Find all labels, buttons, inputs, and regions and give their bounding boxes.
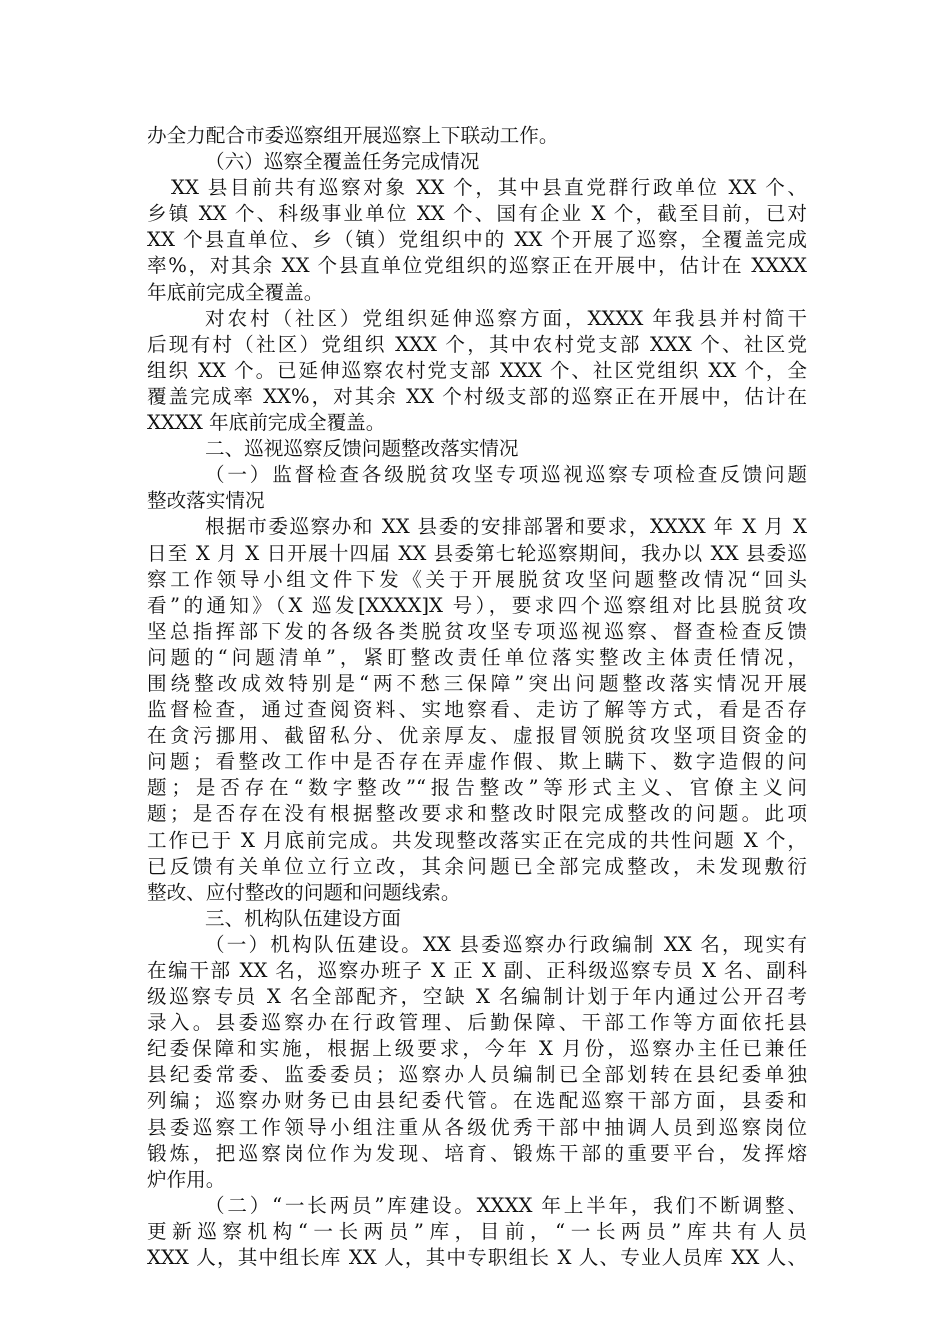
- text-line: 纪委保障和实施，根据上级要求，今年 X 月份，巡察办主任已兼任: [147, 1037, 807, 1061]
- text-line: 县纪委常委、监委委员；巡察办人员编制已全部划转在县纪委单独: [147, 1063, 807, 1087]
- section-heading: （一）监督检查各级脱贫攻坚专项巡视巡察专项检查反馈问题: [205, 463, 807, 487]
- text-line: XX 个县直单位、乡（镇）党组织中的 XX 个开展了巡察，全覆盖完成: [147, 228, 807, 252]
- section-heading: 二、巡视巡察反馈问题整改落实情况: [205, 437, 519, 461]
- text-line: 问题；看整改工作中是否存在弄虚作假、欺上瞒下、数字造假的问: [147, 750, 807, 774]
- text-line: 察工作领导小组文件下发《关于开展脱贫攻坚问题整改情况“回头: [147, 567, 807, 591]
- text-line: 年底前完成全覆盖。: [147, 280, 324, 304]
- text-line: 炉作用。: [147, 1167, 226, 1191]
- text-line: 录入。县委巡察办在行政管理、后勤保障、干部工作等方面依托县: [147, 1011, 807, 1035]
- text-line: 已反馈有关单位立行立改，其余问题已全部完成整改，未发现敷衍: [147, 854, 807, 878]
- text-line: 看”的通知》（X 巡发[XXXX]X 号），要求四个巡察组对比县脱贫攻: [147, 593, 807, 617]
- text-line: 乡镇 XX 个、科级事业单位 XX 个、国有企业 X 个，截至目前，已对: [147, 202, 807, 226]
- text-line: 在贪污挪用、截留私分、优亲厚友、虚报冒领脱贫攻坚项目资金的: [147, 724, 807, 748]
- text-line: 锻炼，把巡察岗位作为发现、培育、锻炼干部的重要平台，发挥熔: [147, 1141, 807, 1165]
- text-line: 对农村（社区）党组织延伸巡察方面，XXXX 年我县并村简干: [205, 306, 807, 330]
- text-line: XX 县目前共有巡察对象 XX 个，其中县直党群行政单位 XX 个、: [171, 176, 807, 200]
- text-line: 围绕整改成效特别是“两不愁三保障”突出问题整改落实情况开展: [147, 671, 807, 695]
- text-line: 整改、应付整改的问题和问题线索。: [147, 880, 461, 904]
- text-line: 组织 XX 个。已延伸巡察农村党支部 XXX 个、社区党组织 XX 个，全: [147, 358, 807, 382]
- text-line: 根据市委巡察办和 XX 县委的安排部署和要求，XXXX 年 X 月 X: [205, 515, 807, 539]
- text-line: 覆盖完成率 XX%，对其余 XX 个村级支部的巡察正在开展中，估计在: [147, 384, 807, 408]
- text-line: 日至 X 月 X 日开展十四届 XX 县委第七轮巡察期间，我办以 XX 县委巡: [147, 541, 807, 565]
- text-line: 后现有村（社区）党组织 XXX 个，其中农村党支部 XXX 个、社区党: [147, 332, 807, 356]
- text-line: 县委巡察工作领导小组注重从各级优秀干部中抽调人员到巡察岗位: [147, 1115, 807, 1139]
- text-line: 坚总指挥部下发的各级各类脱贫攻坚专项巡视巡察、督查检查反馈: [147, 619, 807, 643]
- text-line: 题；是否存在“数字整改”“报告整改”等形式主义、官僚主义问: [147, 776, 807, 800]
- section-heading: 三、机构队伍建设方面: [205, 906, 401, 930]
- text-line: 更新巡察机构“一长两员”库，目前，“一长两员”库共有人员: [147, 1219, 807, 1243]
- section-heading: （六）巡察全覆盖任务完成情况: [205, 150, 480, 174]
- text-line: （一）机构队伍建设。XX 县委巡察办行政编制 XX 名，现实有: [205, 932, 807, 956]
- text-line: 率%，对其余 XX 个县直单位党组织的巡察正在开展中，估计在 XXXX: [147, 254, 807, 278]
- document-body: [147, 123, 807, 1271]
- text-line: 列编；巡察办财务已由县纪委代管。在选配巡察干部方面，县委和: [147, 1089, 807, 1113]
- text-line: 题；是否存在没有根据整改要求和整改时限完成整改的问题。此项: [147, 802, 807, 826]
- text-line: 办全力配合市委巡察组开展巡察上下联动工作。: [147, 124, 559, 147]
- text-line: 级巡察专员 X 名全部配齐，空缺 X 名编制计划于年内通过公开召考: [147, 985, 807, 1009]
- text-line: （二）“一长两员”库建设。XXXX 年上半年，我们不断调整、: [205, 1193, 807, 1217]
- text-line: 问题的“问题清单”，紧盯整改责任单位落实整改主体责任情况，: [147, 645, 807, 669]
- text-line: 工作已于 X 月底前完成。共发现整改落实正在完成的共性问题 X 个，: [147, 828, 807, 852]
- section-heading: 整改落实情况: [147, 489, 265, 513]
- text-line: 在编干部 XX 名，巡察办班子 X 正 X 副、正科级巡察专员 X 名、副科: [147, 959, 807, 982]
- text-line: XXX 人，其中组长库 XX 人，其中专职组长 X 人、专业人员库 XX 人、: [147, 1246, 807, 1270]
- text-line: 监督检查，通过查阅资料、实地察看、走访了解等方式，看是否存: [147, 698, 807, 722]
- text-line: XXXX 年底前完成全覆盖。: [147, 411, 386, 435]
